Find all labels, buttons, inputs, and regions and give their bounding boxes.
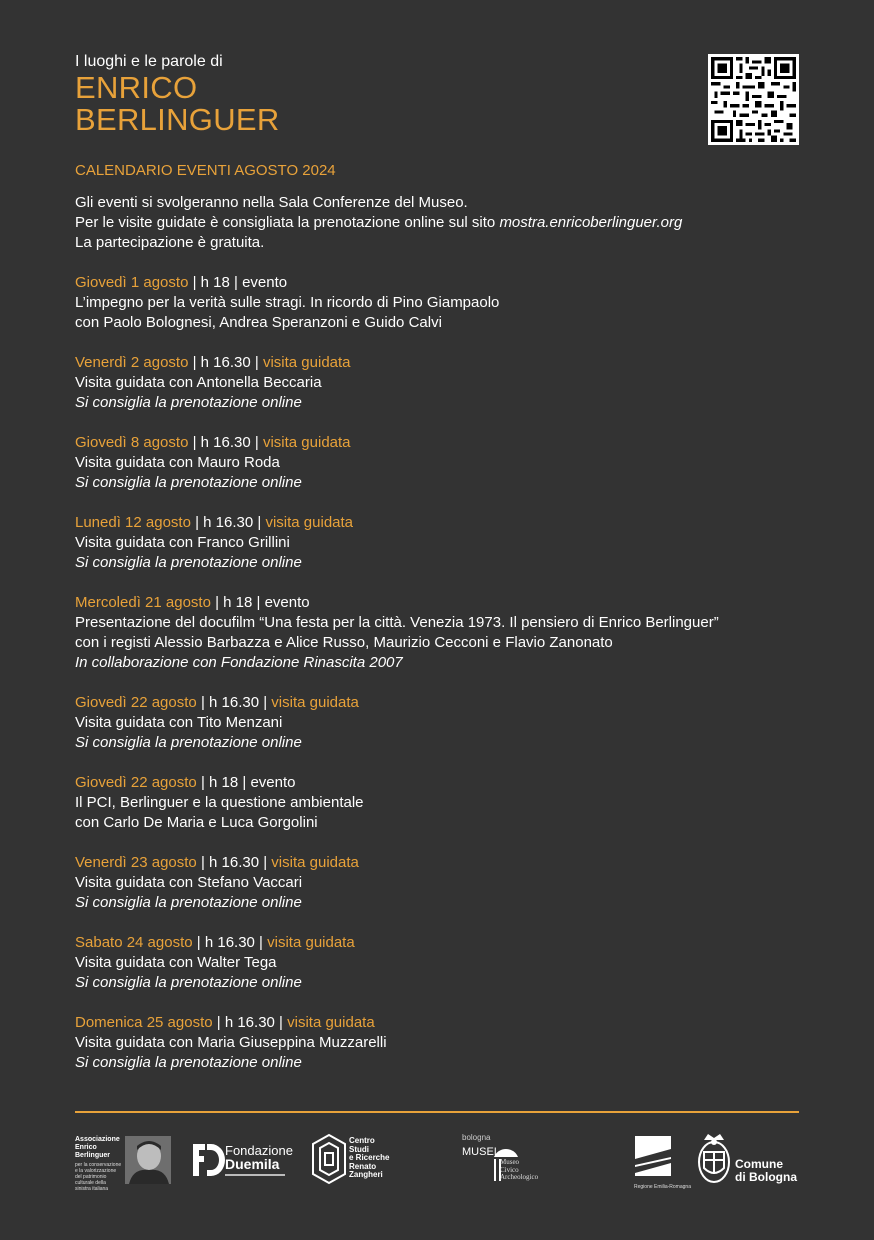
poster-subtitle: I luoghi e le parole di	[75, 53, 223, 70]
event-item	[75, 773, 815, 833]
fondazione-underline	[225, 1174, 285, 1176]
website-link[interactable]: mostra.enricoberlinguer.org	[499, 214, 683, 231]
event-item	[75, 933, 815, 993]
event-note: Si consiglia la prenotazione online	[75, 554, 302, 571]
event-date: Giovedì 1 agosto	[75, 274, 189, 291]
event-date: Lunedì 12 agosto	[75, 514, 191, 531]
event-note: Si consiglia la prenotazione online	[75, 394, 302, 411]
berlinguer-portrait-icon	[125, 1136, 171, 1184]
intro-line-1: Gli eventi si svolgeranno nella Sala Conferenze del Museo.	[75, 194, 468, 211]
event-time: | h 18 |	[200, 774, 247, 791]
comune-line-1: Comune	[735, 1157, 783, 1171]
title-line-2: BERLINGUER	[75, 102, 280, 137]
intro-line-2	[75, 213, 682, 233]
title-line-1: ENRICO	[75, 70, 198, 105]
event-type: visita guidata	[267, 934, 355, 951]
event-note: In collaborazione con Fondazione Rinascita 2007	[75, 654, 403, 671]
event-type: evento	[264, 594, 310, 611]
event-header	[75, 933, 815, 953]
event-date: Giovedì 8 agosto	[75, 434, 189, 451]
event-item	[75, 433, 815, 493]
event-date: Giovedì 22 agosto	[75, 694, 197, 711]
event-header	[75, 1013, 815, 1033]
fondazione-fd-icon	[191, 1142, 225, 1183]
fondazione-line-2: Duemila	[225, 1156, 280, 1172]
event-time: | h 18 |	[192, 274, 238, 291]
intro-text	[75, 193, 682, 253]
musei-sub-3: Archeologico	[500, 1173, 539, 1181]
event-item	[75, 1013, 815, 1073]
centro-line-5: Zangheri	[349, 1170, 383, 1179]
event-type: visita guidata	[262, 354, 351, 371]
regione-flag-icon	[634, 1135, 674, 1182]
event-type: evento	[250, 774, 296, 791]
event-speakers: con Paolo Bolognesi, Andrea Speranzoni e Guido Calvi	[75, 314, 442, 331]
event-speakers: con i registi Alessio Barbazza e Alice Russo, Maurizio Cecconi e Flavio Zanonato	[75, 634, 613, 651]
centro-line-1: Centro	[349, 1136, 375, 1145]
event-note: Si consiglia la prenotazione online	[75, 734, 302, 751]
event-description: L’impegno per la verità sulle stragi. In ricordo di Pino Giampaolo	[75, 294, 500, 311]
associazione-berlinguer-logo	[75, 1136, 173, 1192]
fondazione-line-1: Fondazione	[225, 1143, 293, 1158]
comune-bologna-logo	[696, 1132, 806, 1188]
poster-title	[75, 72, 280, 136]
event-type: visita guidata	[287, 1014, 375, 1031]
event-date: Domenica 25 agosto	[75, 1014, 213, 1031]
event-date: Venerdì 23 agosto	[75, 854, 197, 871]
event-header	[75, 853, 815, 873]
event-item	[75, 513, 815, 573]
centro-line-4: Renato	[349, 1161, 377, 1171]
event-date: Giovedì 22 agosto	[75, 774, 197, 791]
event-speakers: con Carlo De Maria e Luca Gorgolini	[75, 814, 318, 831]
event-description: Visita guidata con Stefano Vaccari	[75, 874, 303, 891]
comune-line-2: di Bologna	[735, 1170, 797, 1184]
event-time: | h 16.30 |	[192, 434, 259, 451]
event-date: Venerdì 2 agosto	[75, 354, 189, 371]
event-note: Si consiglia la prenotazione online	[75, 894, 302, 911]
event-description: Visita guidata con Walter Tega	[75, 954, 277, 971]
event-description: Visita guidata con Maria Giuseppina Muzzarelli	[75, 1034, 387, 1051]
event-description: Il PCI, Berlinguer e la questione ambientale	[75, 794, 364, 811]
musei-main-text: MUSEI	[462, 1146, 497, 1158]
centro-line-2: Studi	[349, 1144, 369, 1154]
event-header	[75, 273, 815, 293]
event-type: visita guidata	[262, 434, 351, 451]
musei-sub-2: Civico	[500, 1165, 519, 1174]
associazione-line-1: Associazione	[75, 1136, 120, 1143]
event-header	[75, 693, 815, 713]
regione-text: Regione Emilia-Romagna	[634, 1184, 691, 1190]
centro-zangheri-logo	[311, 1133, 401, 1187]
event-item	[75, 593, 815, 673]
event-item	[75, 353, 815, 413]
event-header	[75, 433, 815, 453]
musei-top-text: bologna	[462, 1133, 491, 1142]
musei-sub-1: Museo	[500, 1158, 520, 1166]
event-note: Si consiglia la prenotazione online	[75, 474, 302, 491]
events-list	[75, 273, 815, 1093]
event-header	[75, 513, 815, 533]
regione-emilia-romagna-logo	[634, 1135, 691, 1190]
event-time: | h 18 |	[215, 594, 261, 611]
event-header	[75, 593, 815, 613]
event-type: visita guidata	[271, 854, 359, 871]
event-type: evento	[242, 274, 288, 291]
event-header	[75, 353, 815, 373]
event-item	[75, 853, 815, 913]
centro-line-3: e Ricerche	[349, 1153, 390, 1162]
centro-hexagon-icon	[311, 1133, 347, 1190]
associazione-small-text: per la conservazione e la valorizzazione del patrimonio culturale della sinistra italiana	[75, 1162, 122, 1192]
qr-code-icon[interactable]	[708, 54, 799, 145]
event-date: Mercoledì 21 agosto	[75, 594, 211, 611]
calendar-title: CALENDARIO EVENTI AGOSTO 2024	[75, 162, 336, 179]
event-time: | h 16.30 |	[200, 694, 268, 711]
musei-bologna-logo	[462, 1133, 562, 1185]
event-date: Sabato 24 agosto	[75, 934, 193, 951]
event-time: | h 16.30 |	[196, 934, 263, 951]
footer-divider	[75, 1111, 799, 1113]
event-description: Visita guidata con Mauro Roda	[75, 454, 280, 471]
event-time: | h 16.30 |	[192, 354, 259, 371]
event-time: | h 16.30 |	[195, 514, 262, 531]
comune-crest-icon	[696, 1132, 732, 1191]
event-note: Si consiglia la prenotazione online	[75, 1054, 302, 1071]
event-item	[75, 273, 815, 333]
event-type: visita guidata	[265, 514, 354, 531]
event-description: Visita guidata con Tito Menzani	[75, 714, 283, 731]
intro-line-2-text: Per le visite guidate è consigliata la prenotazione online sul sito	[75, 214, 500, 231]
associazione-line-3: Berlinguer	[75, 1152, 111, 1159]
event-description: Visita guidata con Franco Grillini	[75, 534, 290, 551]
event-note: Si consiglia la prenotazione online	[75, 974, 302, 991]
event-description: Visita guidata con Antonella Beccaria	[75, 374, 322, 391]
event-time: | h 16.30 |	[216, 1014, 283, 1031]
event-header	[75, 773, 815, 793]
event-type: visita guidata	[271, 694, 359, 711]
event-description: Presentazione del docufilm “Una festa per la città. Venezia 1973. Il pensiero di Enrico Berlinguer”	[75, 614, 719, 631]
event-item	[75, 693, 815, 753]
fondazione-duemila-logo	[191, 1142, 291, 1182]
intro-line-3: La partecipazione è gratuita.	[75, 234, 265, 251]
event-time: | h 16.30 |	[200, 854, 268, 871]
associazione-line-2: Enrico	[75, 1144, 97, 1151]
